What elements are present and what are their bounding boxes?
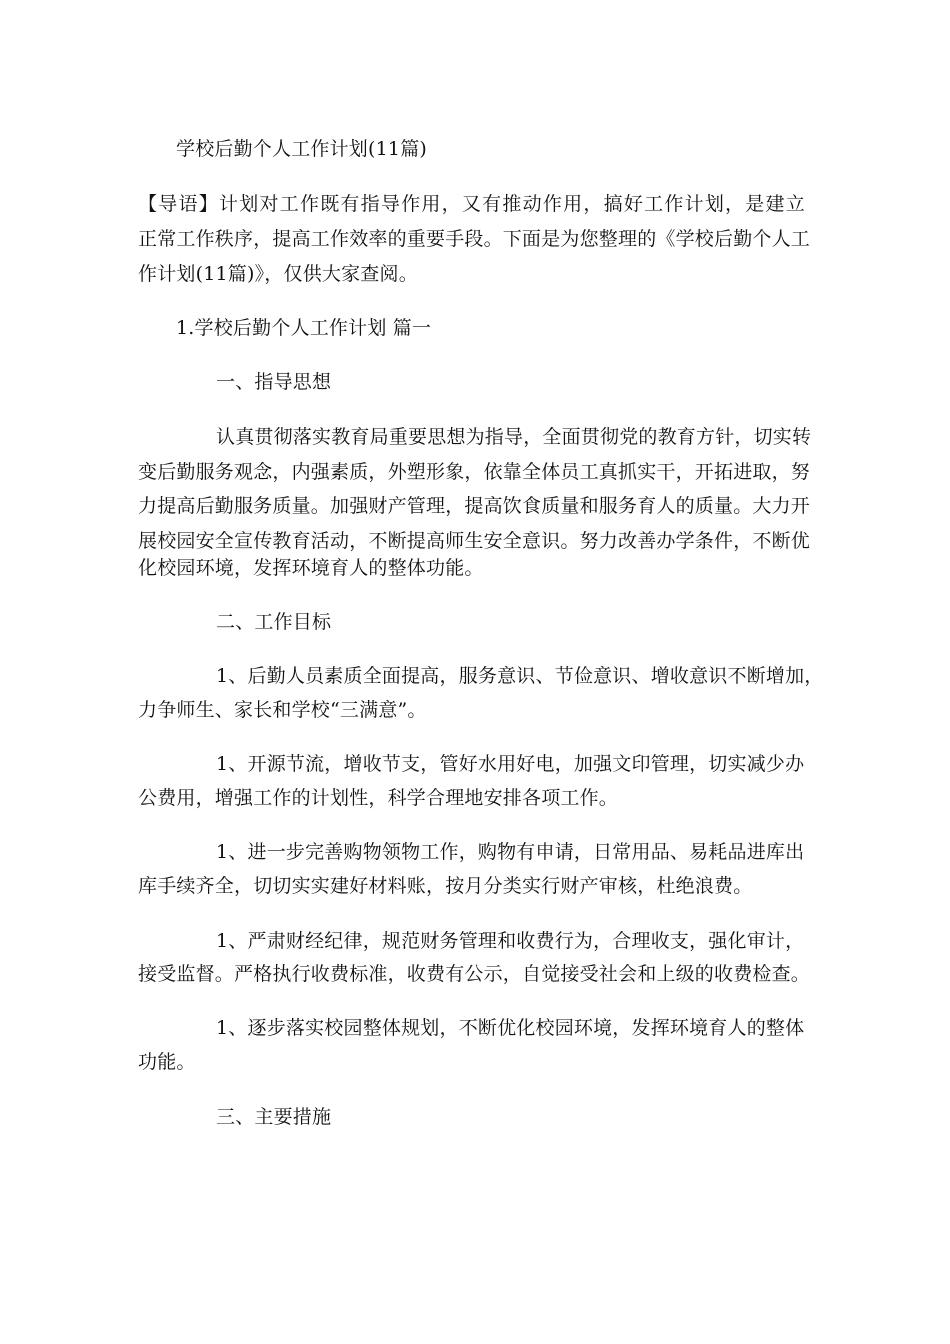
- section-title: 1.学校后勤个人工作计划 篇一: [176, 317, 432, 339]
- goal-line: 1、严肃财经纪律，规范财务管理和收费行为，合理收支，强化审计，: [216, 930, 805, 952]
- goal-line: 1、逐步落实校园整体规划，不断优化校园环境，发挥环境育人的整体: [216, 1017, 805, 1039]
- goal-line: 1、进一步完善购物领物工作，购物有申请，日常用品、易耗品进库出: [216, 841, 805, 863]
- intro-line: 正常工作秩序，提高工作效率的重要手段。下面是为您整理的《学校后勤个人工: [138, 228, 811, 250]
- goal-line: 力争师生、家长和学校“三满意”。: [138, 699, 427, 721]
- goal-line: 库手续齐全，切切实实建好材料账，按月分类实行财产审核，杜绝浪费。: [138, 875, 753, 897]
- paragraph-line: 认真贯彻落实教育局重要思想为指导，全面贯彻党的教育方针，切实转: [216, 426, 812, 448]
- intro-line: 作计划(11篇)》，仅供大家查阅。: [138, 263, 418, 285]
- paragraph-line: 展校园安全宣传教育活动，不断提高师生安全意识。努力改善办学条件，不断优: [138, 530, 811, 552]
- goal-line: 接受监督。严格执行收费标准，收费有公示，自觉接受社会和上级的收费检查。: [138, 963, 811, 985]
- paragraph-line: 变后勤服务观念，内强素质，外塑形象，依靠全体员工真抓实干，开拓进取，努: [138, 461, 811, 483]
- heading-main-measures: 三、主要措施: [216, 1106, 332, 1128]
- goal-line: 1、后勤人员素质全面提高，服务意识、节俭意识、增收意识不断增加，: [216, 665, 824, 687]
- heading-work-goals: 二、工作目标: [216, 611, 332, 633]
- document-title: 学校后勤个人工作计划(11篇): [176, 138, 428, 160]
- paragraph-line: 力提高后勤服务质量。加强财产管理，提高饮食质量和服务育人的质量。大力开: [138, 495, 811, 517]
- goal-line: 公费用，增强工作的计划性，科学合理地安排各项工作。: [138, 787, 619, 809]
- goal-line: 1、开源节流，增收节支，管好水用好电，加强文印管理，切实减少办: [216, 753, 805, 775]
- goal-line: 功能。: [138, 1051, 196, 1073]
- heading-guiding-thought: 一、指导思想: [216, 371, 332, 393]
- paragraph-line: 化校园环境，发挥环境育人的整体功能。: [138, 557, 484, 579]
- intro-line: 【导语】计划对工作既有指导作用，又有推动作用，搞好工作计划，是建立: [138, 193, 805, 215]
